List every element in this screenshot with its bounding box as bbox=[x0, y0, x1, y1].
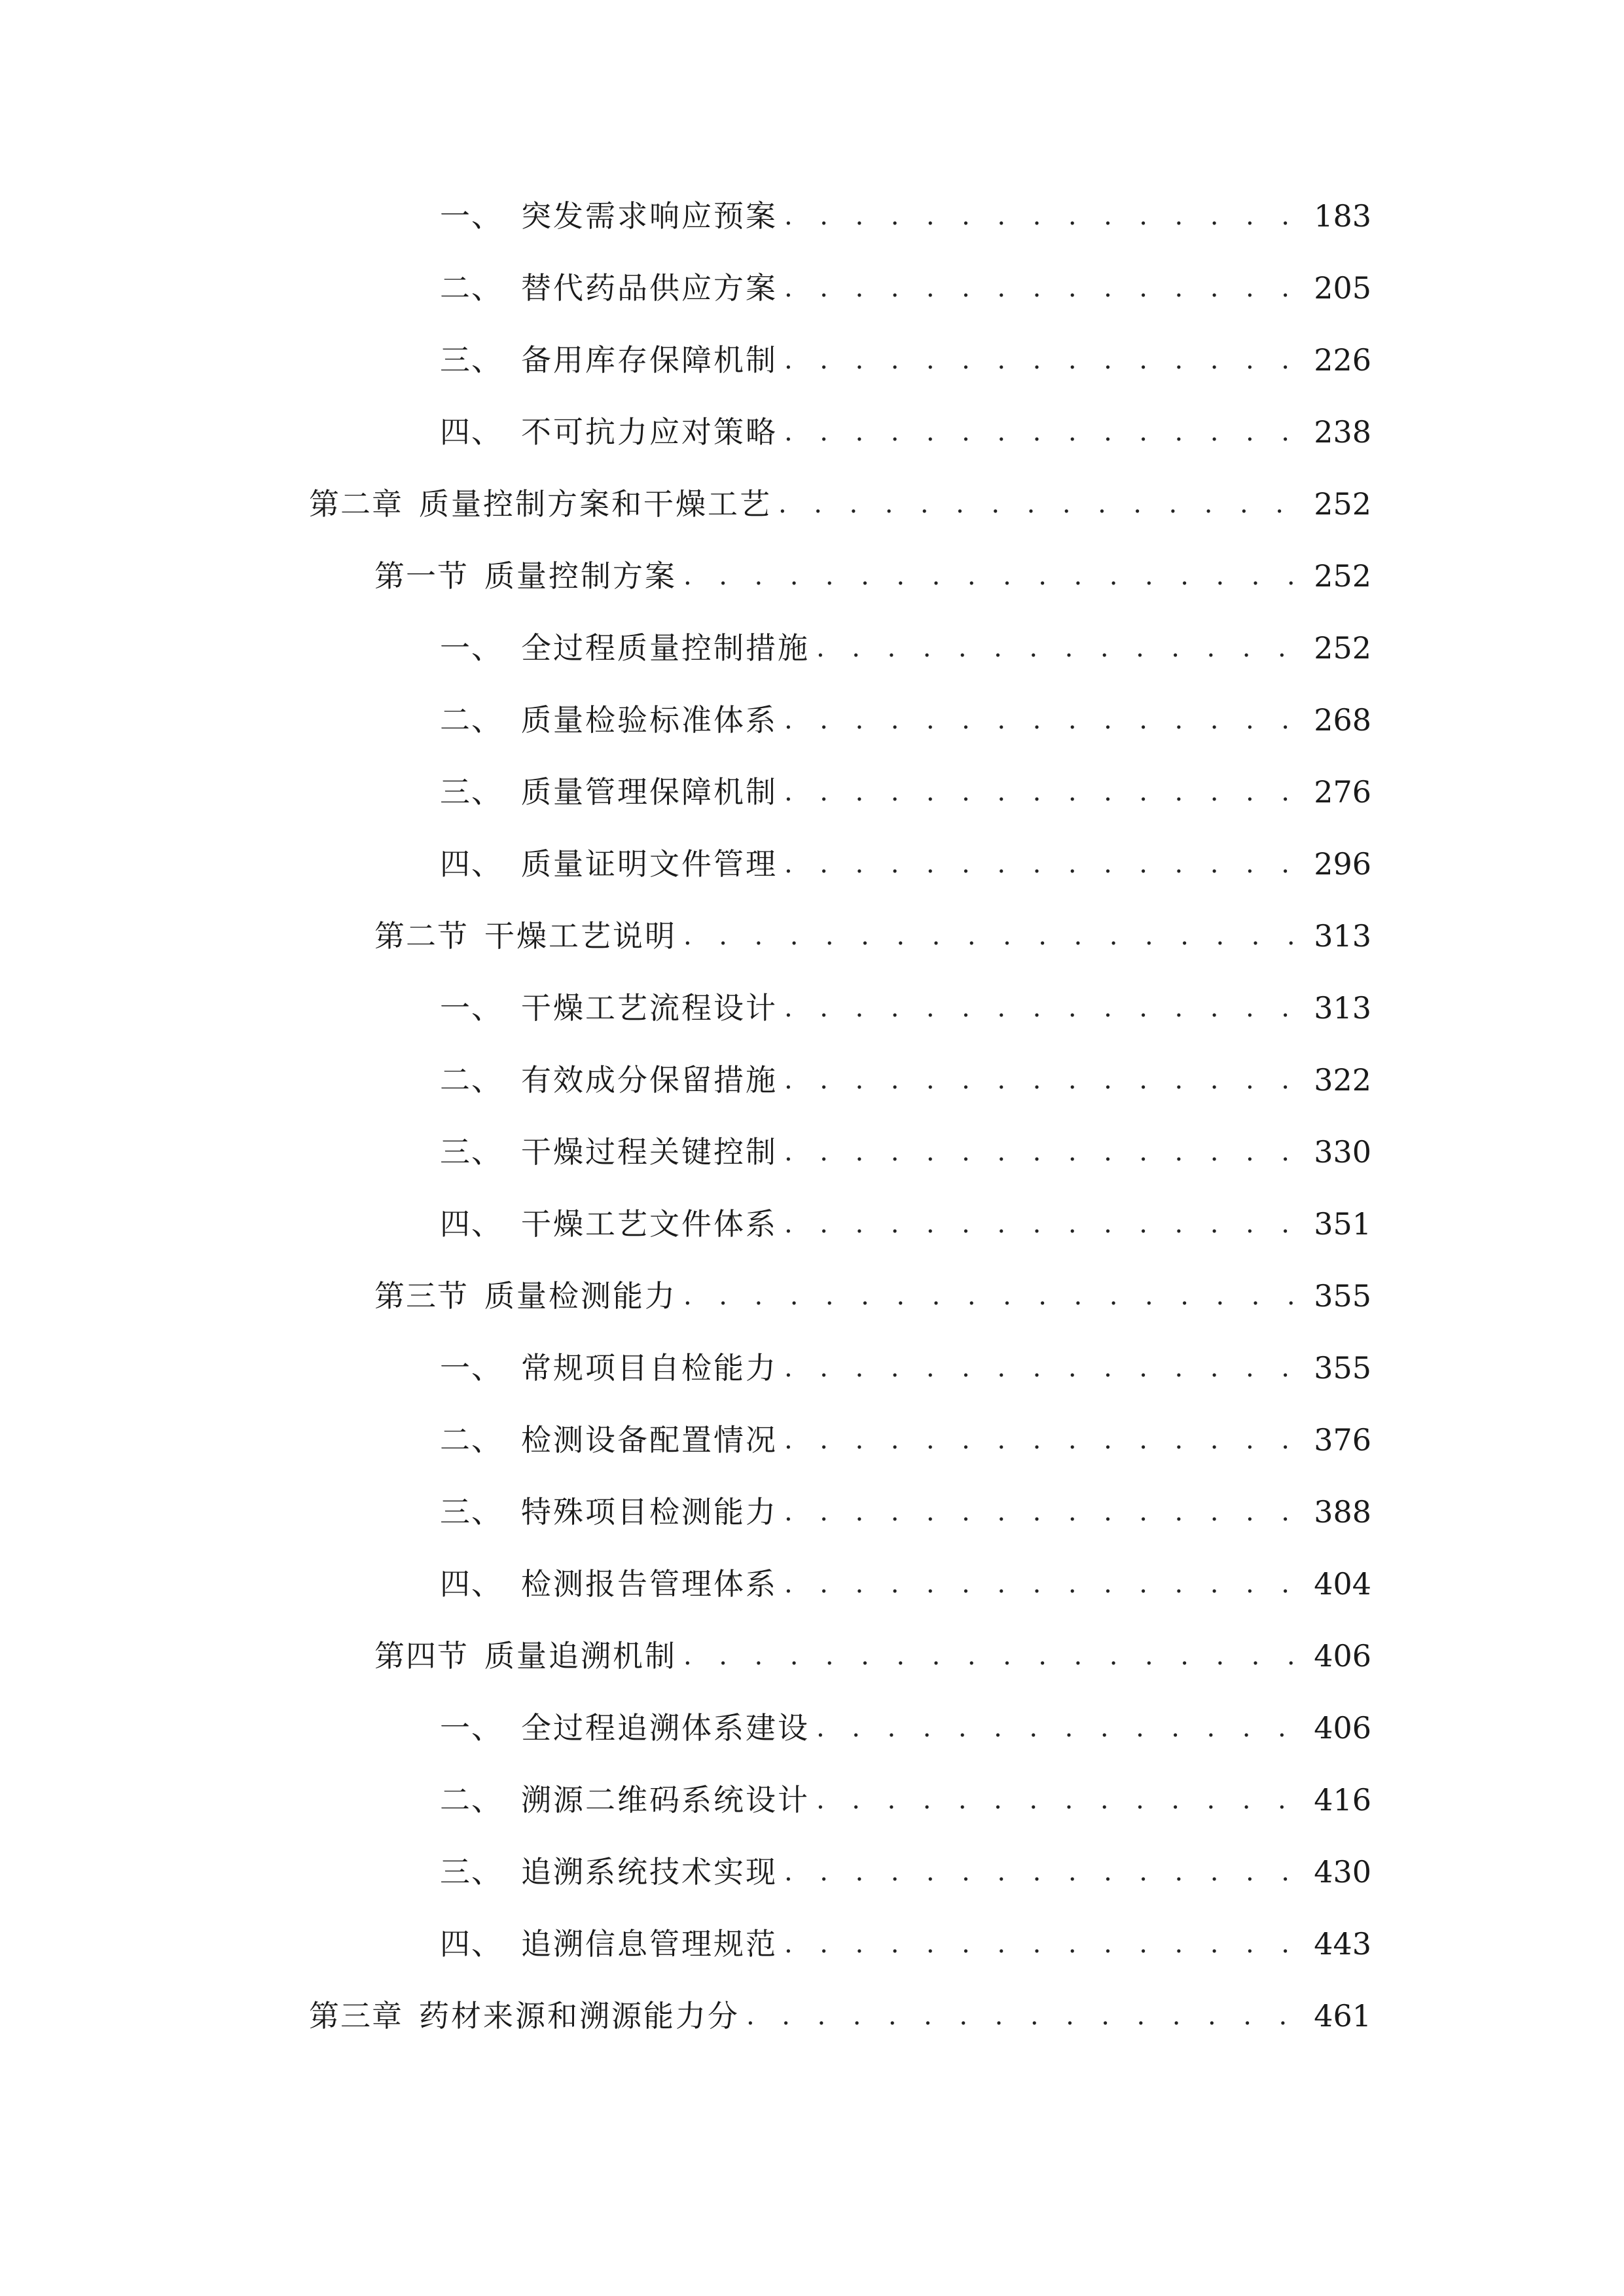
toc-entry-page: 205 bbox=[1314, 270, 1371, 306]
toc-entry-page: 226 bbox=[1314, 342, 1371, 378]
toc-entry[interactable] bbox=[440, 1345, 1371, 1391]
toc-entry-number: 三、 bbox=[440, 1134, 503, 1170]
toc-entry-number: 二、 bbox=[440, 1782, 503, 1818]
dot-leader bbox=[784, 1129, 1307, 1175]
toc-entry-page: 252 bbox=[1314, 558, 1371, 594]
toc-entry-page: 252 bbox=[1314, 486, 1371, 522]
dot-leader bbox=[784, 193, 1307, 239]
dot-leader bbox=[784, 1201, 1307, 1247]
toc-entry-number: 二、 bbox=[440, 702, 503, 738]
toc-entry-title: 质量追溯机制 bbox=[484, 1638, 677, 1674]
toc-entry-number: 一、 bbox=[440, 1350, 503, 1386]
toc-entry-number: 三、 bbox=[440, 1854, 503, 1890]
toc-entry-page: 268 bbox=[1314, 702, 1371, 738]
toc-entry-page: 351 bbox=[1314, 1206, 1371, 1242]
toc-entry-number: 一、 bbox=[440, 1710, 503, 1746]
dot-leader bbox=[784, 985, 1307, 1031]
toc-entry[interactable] bbox=[440, 841, 1371, 887]
dot-leader bbox=[784, 409, 1307, 455]
toc-entry-page: 443 bbox=[1314, 1926, 1371, 1962]
toc-entry-number: 第二节 bbox=[374, 918, 469, 954]
toc-entry[interactable] bbox=[440, 409, 1371, 455]
toc-entry[interactable] bbox=[440, 265, 1371, 311]
toc-entry-page: 404 bbox=[1314, 1566, 1371, 1602]
toc-entry-number: 第四节 bbox=[374, 1638, 469, 1674]
toc-entry-title: 全过程质量控制措施 bbox=[521, 630, 810, 666]
dot-leader bbox=[784, 1345, 1307, 1391]
toc-entry-page: 406 bbox=[1314, 1638, 1371, 1674]
dot-leader bbox=[784, 1489, 1307, 1535]
toc-entry-page: 376 bbox=[1314, 1422, 1371, 1458]
dot-leader bbox=[784, 1561, 1307, 1607]
toc-entry-page: 313 bbox=[1314, 990, 1371, 1026]
toc-entry[interactable] bbox=[440, 1561, 1371, 1607]
toc-entry-page: 238 bbox=[1314, 414, 1371, 450]
toc-entry-title: 突发需求响应预案 bbox=[521, 198, 778, 234]
toc-entry-title: 干燥工艺流程设计 bbox=[521, 990, 778, 1026]
toc-entry[interactable] bbox=[440, 1849, 1371, 1895]
toc-entry-number: 二、 bbox=[440, 1062, 503, 1098]
toc-entry[interactable] bbox=[440, 625, 1371, 671]
toc-entry[interactable] bbox=[440, 1921, 1371, 1967]
dot-leader bbox=[784, 1417, 1307, 1463]
toc-entry-page: 355 bbox=[1314, 1350, 1371, 1386]
toc-entry-title: 常规项目自检能力 bbox=[521, 1350, 778, 1386]
dot-leader bbox=[784, 769, 1307, 815]
toc-entry-number: 一、 bbox=[440, 630, 503, 666]
toc-entry-number: 二、 bbox=[440, 270, 503, 306]
toc-entry-title: 质量管理保障机制 bbox=[521, 774, 778, 810]
dot-leader bbox=[816, 1777, 1307, 1823]
toc-entry-title: 备用库存保障机制 bbox=[521, 342, 778, 378]
toc-entry-section[interactable] bbox=[374, 913, 1371, 959]
toc-entry-title: 质量检验标准体系 bbox=[521, 702, 778, 738]
toc-entry-page: 183 bbox=[1314, 198, 1371, 234]
toc-entry-title: 检测报告管理体系 bbox=[521, 1566, 778, 1602]
dot-leader bbox=[784, 1057, 1307, 1103]
toc-entry-number: 第三节 bbox=[374, 1278, 469, 1314]
toc-entry-chapter[interactable] bbox=[309, 1993, 1371, 2039]
toc-entry-page: 322 bbox=[1314, 1062, 1371, 1098]
toc-entry-title: 干燥工艺说明 bbox=[484, 918, 677, 954]
toc-entry[interactable] bbox=[440, 1417, 1371, 1463]
dot-leader bbox=[784, 265, 1307, 311]
toc-entry-title: 有效成分保留措施 bbox=[521, 1062, 778, 1098]
toc-entry[interactable] bbox=[440, 697, 1371, 743]
dot-leader bbox=[778, 481, 1307, 527]
toc-entry-chapter[interactable] bbox=[309, 481, 1371, 527]
toc-entry[interactable] bbox=[440, 1201, 1371, 1247]
dot-leader bbox=[784, 841, 1307, 887]
dot-leader bbox=[784, 337, 1307, 383]
toc-entry-title: 特殊项目检测能力 bbox=[521, 1494, 778, 1530]
toc-entry-page: 296 bbox=[1314, 846, 1371, 882]
toc-entry-number: 第三章 bbox=[309, 1998, 403, 2034]
toc-entry-title: 干燥过程关键控制 bbox=[521, 1134, 778, 1170]
dot-leader bbox=[784, 1921, 1307, 1967]
toc-entry-page: 252 bbox=[1314, 630, 1371, 666]
toc-entry-number: 四、 bbox=[440, 414, 503, 450]
toc-entry[interactable] bbox=[440, 985, 1371, 1031]
toc-entry-page: 388 bbox=[1314, 1494, 1371, 1530]
toc-entry-section[interactable] bbox=[374, 1273, 1371, 1319]
dot-leader bbox=[784, 697, 1307, 743]
toc-entry-number: 四、 bbox=[440, 1566, 503, 1602]
toc-entry-title: 质量检测能力 bbox=[484, 1278, 677, 1314]
toc-entry-title: 干燥工艺文件体系 bbox=[521, 1206, 778, 1242]
toc-entry-title: 替代药品供应方案 bbox=[521, 270, 778, 306]
toc-entry[interactable] bbox=[440, 1129, 1371, 1175]
toc-entry[interactable] bbox=[440, 1777, 1371, 1823]
toc-entry-title: 不可抗力应对策略 bbox=[521, 414, 778, 450]
toc-entry[interactable] bbox=[440, 1705, 1371, 1751]
toc-entry-title: 追溯信息管理规范 bbox=[521, 1926, 778, 1962]
dot-leader bbox=[683, 913, 1307, 959]
dot-leader bbox=[816, 625, 1307, 671]
toc-entry-section[interactable] bbox=[374, 1633, 1371, 1679]
toc-entry-number: 三、 bbox=[440, 1494, 503, 1530]
toc-entry-number: 第一节 bbox=[374, 558, 469, 594]
toc-entry-page: 276 bbox=[1314, 774, 1371, 810]
toc-entry-page: 313 bbox=[1314, 918, 1371, 954]
toc-entry-title: 溯源二维码系统设计 bbox=[521, 1782, 810, 1818]
toc-entry-page: 461 bbox=[1314, 1998, 1371, 2034]
toc-entry-page: 355 bbox=[1314, 1278, 1371, 1314]
toc-entry-section[interactable] bbox=[374, 553, 1371, 599]
toc-entry-number: 四、 bbox=[440, 846, 503, 882]
toc-entry[interactable] bbox=[440, 769, 1371, 815]
toc-entry-number: 第二章 bbox=[309, 486, 403, 522]
toc-entry-number: 四、 bbox=[440, 1926, 503, 1962]
toc-entry-number: 二、 bbox=[440, 1422, 503, 1458]
toc-entry-number: 三、 bbox=[440, 774, 503, 810]
toc-entry-title: 检测设备配置情况 bbox=[521, 1422, 778, 1458]
toc-entry-number: 一、 bbox=[440, 198, 503, 234]
toc-entry-title: 质量控制方案和干燥工艺 bbox=[419, 486, 772, 522]
dot-leader bbox=[784, 1849, 1307, 1895]
dot-leader bbox=[683, 1273, 1307, 1319]
toc-entry-title: 全过程追溯体系建设 bbox=[521, 1710, 810, 1746]
toc-entry-page: 416 bbox=[1314, 1782, 1371, 1818]
toc-entry-title: 追溯系统技术实现 bbox=[521, 1854, 778, 1890]
toc-entry-number: 四、 bbox=[440, 1206, 503, 1242]
toc-entry-page: 330 bbox=[1314, 1134, 1371, 1170]
toc-entry[interactable] bbox=[440, 1057, 1371, 1103]
dot-leader bbox=[683, 1633, 1307, 1679]
toc-entry[interactable] bbox=[440, 193, 1371, 239]
toc-entry-number: 三、 bbox=[440, 342, 503, 378]
toc-entry-number: 一、 bbox=[440, 990, 503, 1026]
dot-leader bbox=[816, 1705, 1307, 1751]
toc-entry[interactable] bbox=[440, 337, 1371, 383]
dot-leader bbox=[683, 553, 1307, 599]
dot-leader bbox=[746, 1993, 1307, 2039]
toc-entry-title: 药材来源和溯源能力分 bbox=[419, 1998, 740, 2034]
toc-entry-title: 质量控制方案 bbox=[484, 558, 677, 594]
toc-entry-page: 430 bbox=[1314, 1854, 1371, 1890]
toc-entry[interactable] bbox=[440, 1489, 1371, 1535]
toc-entry-page: 406 bbox=[1314, 1710, 1371, 1746]
toc-entry-title: 质量证明文件管理 bbox=[521, 846, 778, 882]
